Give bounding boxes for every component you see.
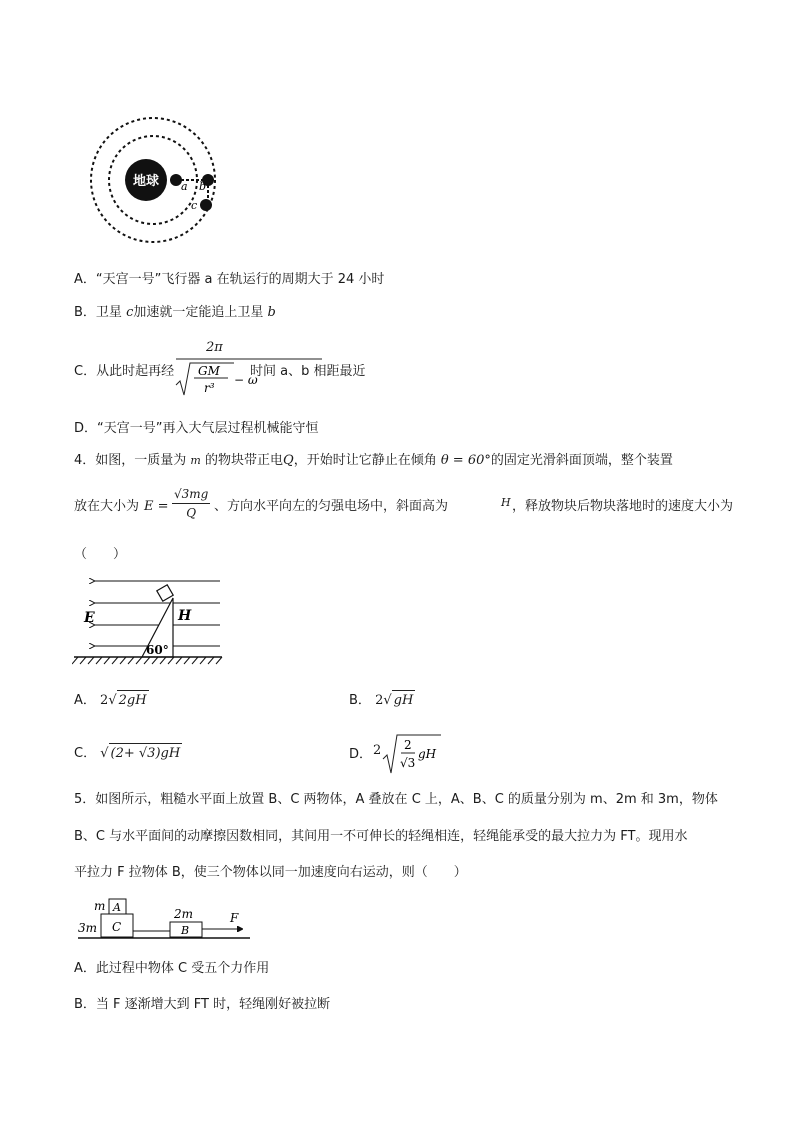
- fig-m: m: [94, 899, 106, 913]
- q4-stem-line1: [74, 451, 673, 471]
- q3-option-a: A．“天宫一号”飞行器 a 在轨运行的周期大于 24 小时: [74, 272, 385, 287]
- q3-optC-pre: C．从此时起再经: [74, 364, 175, 379]
- q4-optA-coef: 2: [100, 693, 109, 708]
- q4-l2-end: ，释放物块后物块落地时的速度大小为: [512, 499, 734, 514]
- fig-3m: 3m: [78, 921, 98, 935]
- q4-bracket: （ ）: [74, 547, 127, 562]
- satellite-c: [200, 199, 212, 211]
- q4-l2-pre: 放在大小为: [74, 499, 140, 514]
- q4-l2-frac: [172, 485, 210, 522]
- q5-stem-line1: 5．如图所示，粗糙水平面上放置 B、C 两物体，A 叠放在 C 上，A、B、C 的质量分别为 m、2m 和 3m，物体: [74, 792, 718, 807]
- q4-optD-tail: gH: [418, 747, 437, 761]
- q5-stem-line2: B、C 与水平面间的动摩擦因数相同，其间用一不可伸长的轻绳相连，轻绳能承受的最大拉力为 FT。现用水: [74, 829, 688, 844]
- fig-H: H: [178, 608, 192, 624]
- label-a: a: [181, 180, 188, 193]
- q5-option-a: A．此过程中物体 C 受五个力作用: [74, 961, 270, 976]
- fig-angle: 60°: [146, 643, 169, 657]
- q3-optB-b: b: [267, 305, 276, 320]
- fig-A: A: [113, 901, 121, 914]
- q3-optC-post: 时间 a、b 相距最近: [250, 364, 366, 379]
- blocks-figure: [74, 896, 254, 946]
- fig-F: F: [230, 911, 239, 925]
- earth-label: 地球: [132, 174, 160, 189]
- q4-l1-pre: 4．如图，一质量为: [74, 453, 187, 468]
- fig-2m: 2m: [174, 907, 194, 921]
- q4-l1-theta: θ = 60°: [440, 453, 491, 468]
- q4-optB-coef: 2: [375, 693, 384, 708]
- q4-l1-mid: 的物块带正电: [205, 453, 284, 468]
- q4-l2-mid: 、方向水平向左的匀强电场中，斜面高为: [214, 499, 449, 514]
- q4-optA-label: A．: [74, 693, 96, 708]
- q3-option-b: [74, 303, 276, 323]
- q4-optA-rad: 2gH: [117, 690, 149, 711]
- q4-optB-rad: gH: [392, 690, 416, 711]
- q4-l1-post: ，开始时让它静止在倾角: [293, 453, 437, 468]
- q4-l2-num: √3mg: [172, 485, 210, 504]
- q3-option-d: D．“天宫一号”再入大气层过程机械能守恒: [74, 421, 319, 436]
- q4-option-b: B． 2√ gH: [349, 690, 415, 711]
- q5-stem-line3: 平拉力 F 拉物体 B，使三个物体以同一加速度向右运动，则（ ）: [74, 865, 467, 880]
- orbit-figure: [80, 112, 230, 252]
- q3-optC-omega: − ω: [234, 373, 258, 387]
- q4-optC-rad: (2+ √3)gH: [109, 743, 183, 764]
- q3-optB-pre: B．卫星: [74, 305, 127, 320]
- q3-optB-mid: 加速就一定能追上卫星: [133, 305, 268, 320]
- label-b: b: [199, 180, 207, 193]
- q4-l2-H: H: [501, 496, 511, 509]
- q4-optD-num: 2: [404, 738, 412, 752]
- q4-optB-label: B．: [349, 693, 371, 708]
- label-c: c: [191, 199, 198, 212]
- q4-l2-E: E =: [144, 499, 169, 514]
- q4-optD-label: D．: [349, 747, 373, 762]
- ground-hatch: [72, 657, 222, 664]
- q3-optC-r3: r³: [204, 381, 215, 395]
- q4-optD-den: √3: [400, 756, 416, 770]
- q3-optC-num: 2π: [206, 340, 223, 355]
- fig-C: C: [112, 920, 122, 934]
- block: [157, 585, 173, 601]
- fig-E: E: [84, 610, 95, 626]
- q4-option-c: C． √ (2+ √3)gH: [74, 743, 182, 764]
- q5-option-b: B．当 F 逐渐增大到 FT 时，轻绳刚好被拉断: [74, 997, 331, 1012]
- q4-optD-radical: [381, 733, 443, 775]
- q3-optC-gm: GM: [198, 364, 220, 378]
- q4-l1-m: m: [190, 454, 201, 467]
- q4-l2-den: Q: [186, 506, 197, 520]
- q4-l1-end: 的固定光滑斜面顶端，整个装置: [490, 453, 673, 468]
- q4-optD-coef: 2: [373, 743, 382, 758]
- incline-figure: [72, 574, 224, 666]
- q4-option-a: A． 2√ 2gH: [74, 690, 149, 711]
- q4-optC-label: C．: [74, 746, 97, 761]
- q4-l1-Q: Q: [283, 453, 294, 468]
- q3-optB-c: c: [126, 305, 134, 320]
- fig-B: B: [181, 924, 190, 937]
